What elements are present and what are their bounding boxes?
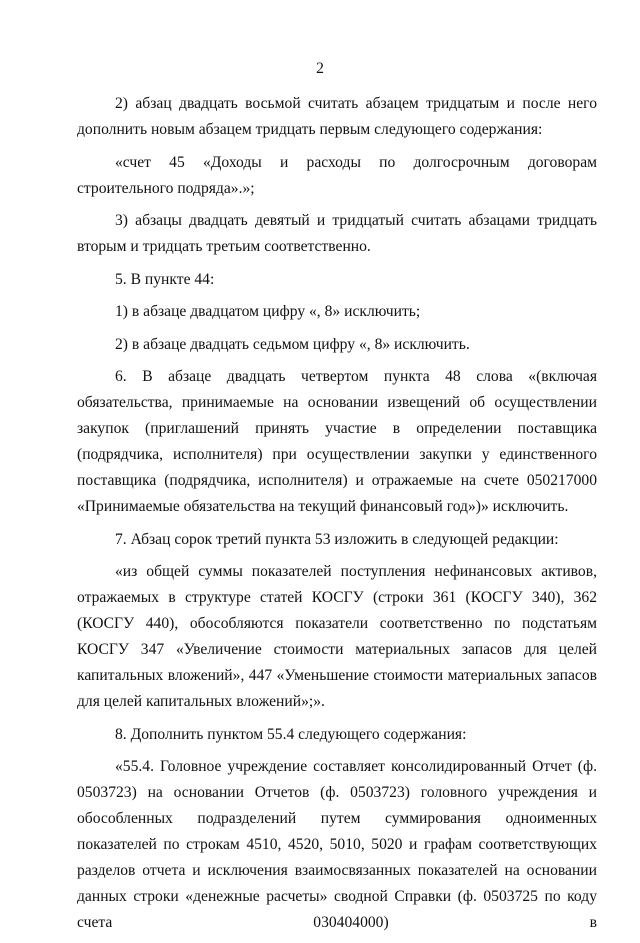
- document-body: [77, 91, 597, 943]
- paragraph: 2) абзац двадцать восьмой считать абзацем тридцатым и после него дополнить новым абзацем тридцать первым следующего содержания:: [77, 95, 597, 138]
- paragraph: «счет 45 «Доходы и расходы по долгосрочным договорам строительного подряда».»;: [77, 153, 597, 197]
- paragraph: 3) абзацы двадцать девятый и тридцатый считать абзацами тридцать вторым и тридцать третьим соответственно.: [77, 212, 597, 255]
- paragraph: 6. В абзаце двадцать четвертом пункта 48 слова «(включая обязательства, принимаемые на основании извещений об осуществлении закупок (приглашений принять участие в определении поставщика (подрядчика, исполнителя) при осуществлении закупки у единственного поставщика (подрядчика, исполнителя) и отражаемые на счете 050217000 «Принимаемые обязательства на текущий финансовый год»)» исключить.: [77, 368, 597, 515]
- paragraph: 8. Дополнить пунктом 55.4 следующего содержания:: [115, 725, 467, 743]
- paragraph: «из общей суммы показателей поступления нефинансовых активов, отражаемых в структуре статей КОСГУ (строки 361 (КОСГУ 340), 362 (КОСГУ 440), обособляются показатели соответственно по подстатьям КОСГУ 347 «Увеличение стоимости материальных запасов для целей капитальных вложений», 447 «Уменьшение стоимости материальных запасов для целей капитальных вложений»;».: [77, 563, 597, 710]
- paragraph: 2) в абзаце двадцать седьмом цифру «, 8» исключить.: [115, 335, 470, 353]
- page-number: 2: [316, 60, 324, 77]
- paragraph: 7. Абзац сорок третий пункта 53 изложить в следующей редакции:: [115, 530, 559, 548]
- paragraph: 1) в абзаце двадцатом цифру «, 8» исключить;: [115, 303, 421, 320]
- paragraph: «55.4. Головное учреждение составляет консолидированный Отчет (ф. 0503723) на основании Отчетов (ф. 0503723) головного учреждения и обособленных подразделений путем суммирования одноименных показателей по строкам 4510, 4520, 5010, 5020 и графам соответствующих разделов отчета и исключения взаимосвязанных показателей на основании данных строки «денежные расчеты» сводной Справки (ф. 0503725 по коду счета 030404000) в: [77, 758, 597, 931]
- paragraph: 5. В пункте 44:: [115, 270, 215, 288]
